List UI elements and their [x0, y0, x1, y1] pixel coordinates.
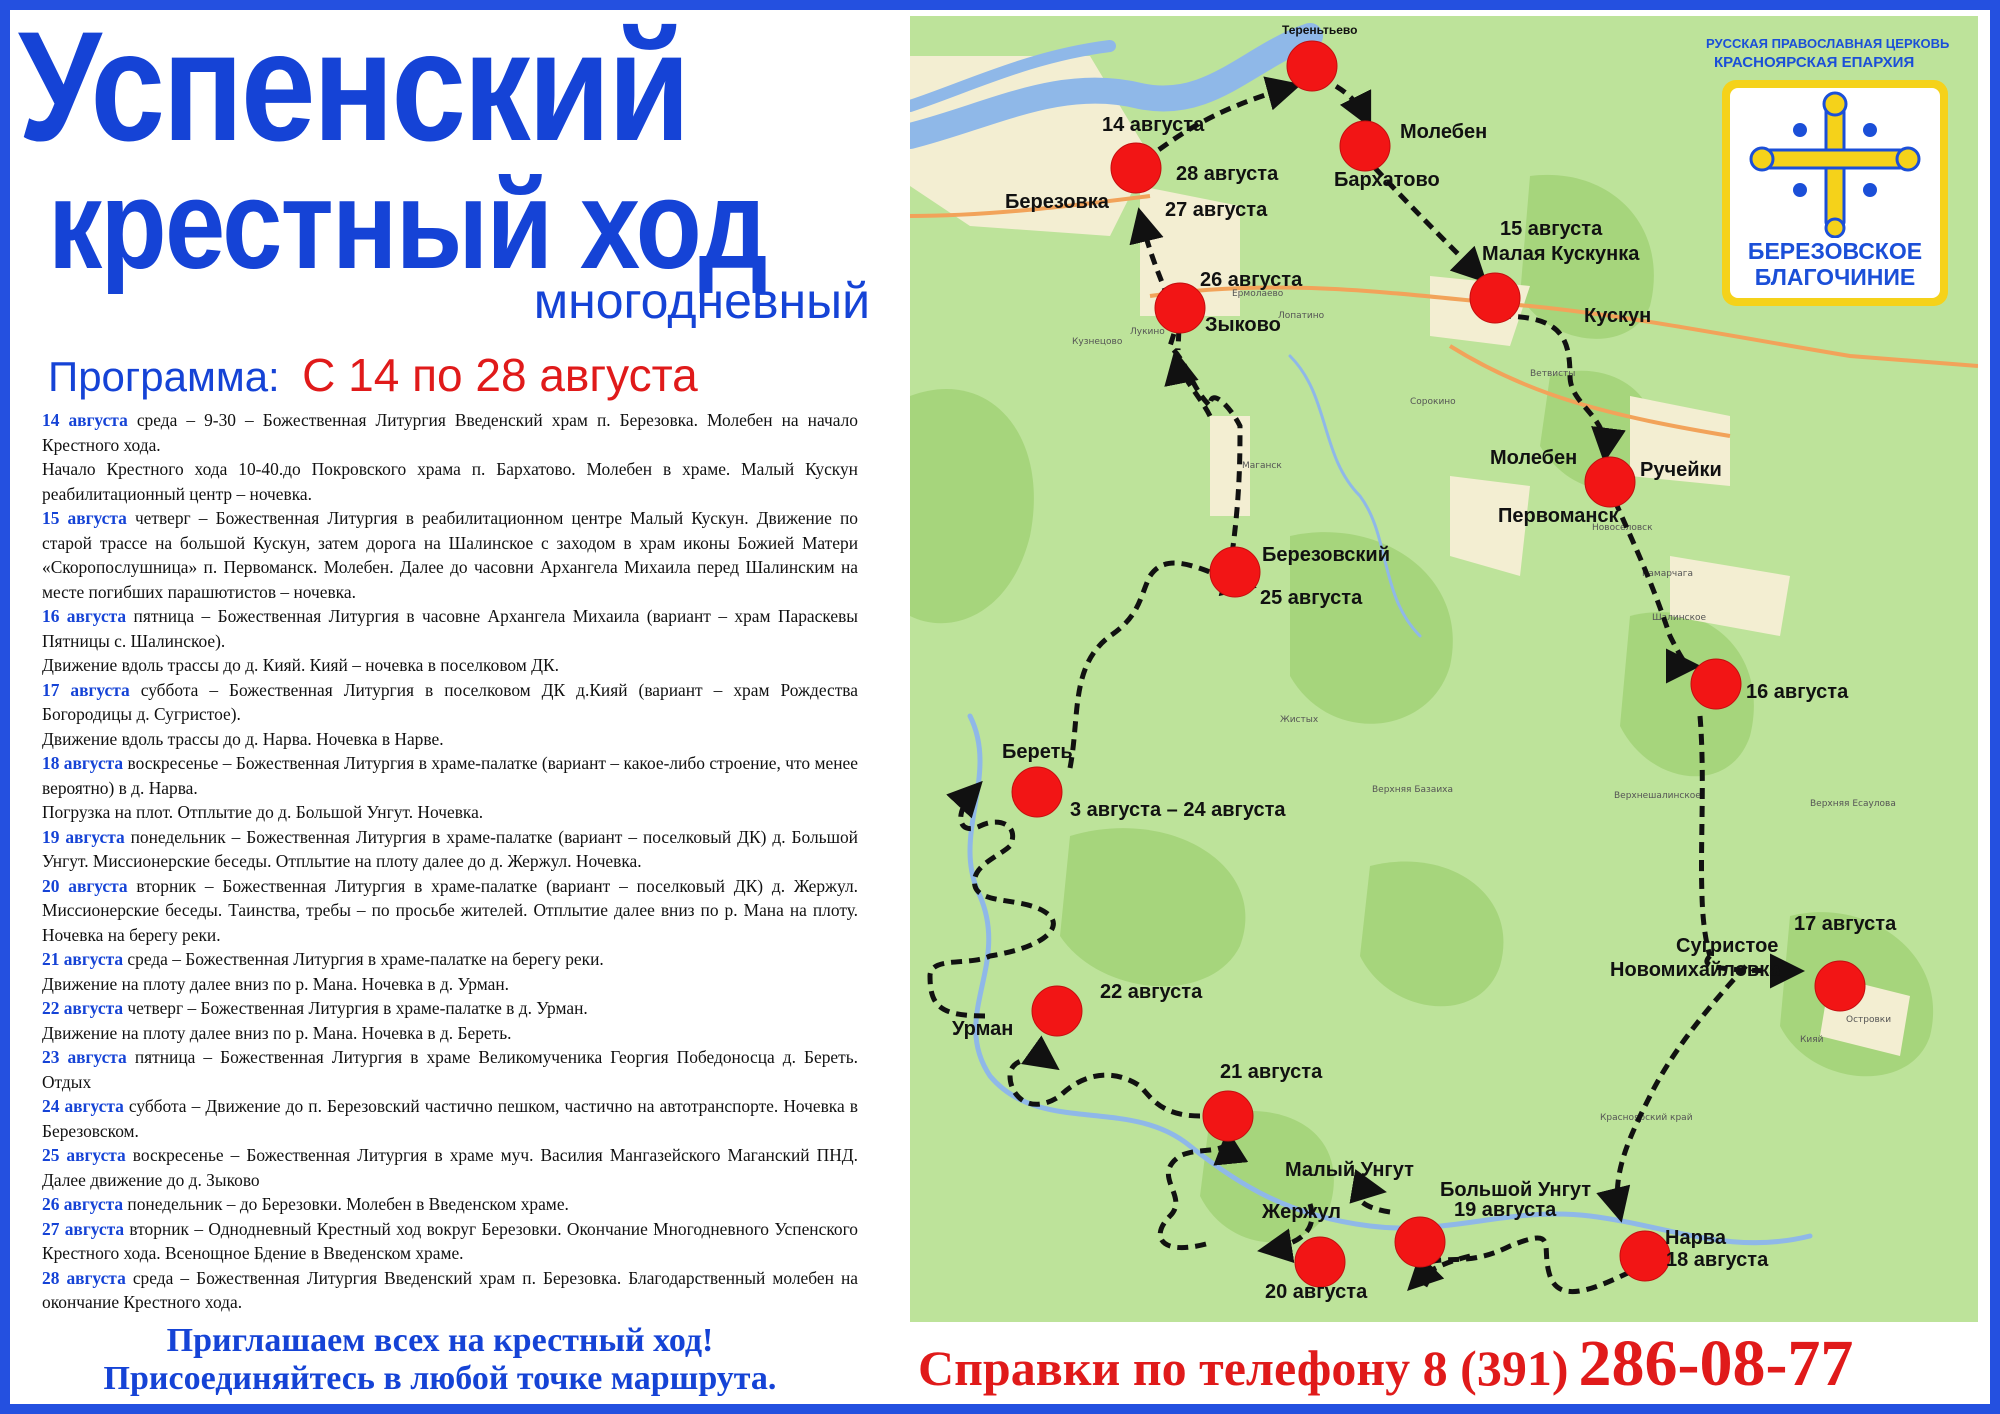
schedule-date: 23 августа: [42, 1047, 127, 1067]
schedule-entry: [42, 825, 858, 874]
schedule-text: вторник – Божественная Литургия в храме-палатке (вариант – поселковый ДК) д. Жержул. Миссионерские беседы. Таинства, требы – по просьбе жителей. Отплытие далее вниз по р. Мана на плоту. Ночевка на берегу реки.: [42, 875, 858, 945]
label-berezovka: Березовка: [1005, 191, 1109, 213]
stop-pervomansk: [1585, 457, 1635, 507]
minor-place-name: Кияй: [1800, 1035, 1824, 1045]
logo-name-line-2: БЛАГОЧИНИЕ: [1754, 264, 1916, 290]
label-pervomansk: Первоманск: [1498, 505, 1619, 527]
contact-text: Справки по телефону 8 (391): [918, 1340, 1569, 1396]
label-moleben-2: Молебен: [1490, 447, 1578, 469]
deanery-logo: [1722, 80, 1948, 306]
minor-place-name: Лопатино: [1278, 311, 1325, 321]
minor-place-name: Верхняя Есаулова: [1810, 799, 1896, 809]
minor-place-name: Шалинское: [1652, 613, 1707, 623]
minor-place-name: Островки: [1846, 1015, 1892, 1025]
label-aug19: 19 августа: [1454, 1199, 1557, 1221]
stop-zykovo: [1155, 283, 1205, 333]
schedule-entry: [42, 408, 858, 457]
label-urman: Урман: [952, 1018, 1014, 1040]
schedule-text: Начало Крестного хода 10-40.до Покровского храма п. Бархатово. Молебен в храме. Малый Кускун реабилитационный центр – ночевка.: [42, 459, 858, 504]
stop-aug16: [1691, 659, 1741, 709]
label-beret: Береть: [1002, 741, 1073, 763]
label-aug17: 17 августа: [1794, 913, 1897, 935]
schedule-text: среда – 9-30 – Божественная Литургия Введенский храм п. Березовка. Молебен на начало Крестного хода.: [42, 410, 858, 455]
stop-berezovka: [1111, 143, 1161, 193]
label-aug18: 18 августа: [1666, 1249, 1769, 1271]
schedule-text: среда – Божественная Литургия Введенский храм п. Березовка. Благодарственный молебен на окончание Крестного хода.: [42, 1267, 858, 1312]
schedule-entry: [42, 874, 858, 948]
stop-terentyevo: [1287, 41, 1337, 91]
logo-header-eparchy: КРАСНОЯРСКАЯ ЕПАРХИЯ: [1714, 54, 1915, 71]
schedule-text: четверг – Божественная Литургия в реабилитационном центре Малый Кускун. Движение по старой трассе на большой Кускун, затем дорога на Шалинское с заходом в храм иконы Божией Матери «Скоропослушница» п. Первоманск. Молебен. Далее до часовни Архангела Михаила перед Шалинским на месте погибших парашютистов – ночевка.: [42, 508, 859, 602]
schedule-text: понедельник – до Березовки. Молебен в Введенском храме.: [123, 1194, 569, 1214]
schedule-date: 24 августа: [42, 1096, 124, 1116]
minor-place-name: Ермолаево: [1232, 289, 1284, 299]
label-terentyevo: Тереньтьево: [1282, 23, 1358, 37]
stop-berezovsky: [1210, 547, 1260, 597]
minor-place-name: Камарчага: [1642, 569, 1693, 579]
schedule-date: 22 августа: [42, 998, 124, 1018]
schedule-date: 26 августа: [42, 1194, 124, 1214]
stop-beret: [1012, 767, 1062, 817]
minor-place-name: Жистых: [1280, 715, 1319, 725]
contact-phone-number: 286-08-77: [1578, 1327, 1854, 1400]
schedule-text: воскресенье – Божественная Литургия в храме муч. Василия Мангазейского Маганский ПНД. Далее движение до д. Зыково: [42, 1145, 858, 1190]
label-barkhatovo: Бархатово: [1334, 169, 1440, 191]
label-zykovo: Зыково: [1205, 314, 1281, 336]
schedule-entry: [42, 1021, 858, 1046]
schedule-text: Движение вдоль трассы до д. Нарва. Ночевка в Нарве.: [42, 728, 444, 749]
label-kuskun: Кускун: [1584, 305, 1652, 327]
schedule: [42, 408, 858, 1315]
schedule-entry: [42, 751, 858, 800]
stop-bolshoy-ungut: [1395, 1217, 1445, 1267]
invitation-line-1: Приглашаем всех на крестный ход!: [166, 1322, 714, 1359]
subtitle: многодневный: [533, 273, 870, 329]
label-novomikhailovka: Новомихайловка: [1610, 959, 1781, 981]
logo-header-church: РУССКАЯ ПРАВОСЛАВНАЯ ЦЕРКОВЬ: [1706, 36, 1950, 51]
label-sugristoe: Сугристое: [1676, 935, 1779, 957]
schedule-entry: [42, 604, 858, 653]
minor-place-name: Новоселовск: [1592, 523, 1653, 533]
schedule-text: Движение на плоту далее вниз по р. Мана. Ночевка в д. Урман.: [42, 973, 509, 994]
route-segment-novomikhailovka-narva: [1617, 966, 1746, 1216]
schedule-entry: [42, 1192, 858, 1217]
schedule-entry: [42, 506, 858, 604]
schedule-date: 18 августа: [42, 753, 124, 773]
contact-info: [918, 1326, 1853, 1402]
schedule-date: 28 августа: [42, 1267, 126, 1288]
schedule-entry: [42, 947, 858, 972]
label-berezovsky: Березовский: [1262, 544, 1391, 566]
schedule-text: суббота – Движение до п. Березовский частично пешком, частично на автотранспорте. Ночевка в Березовском.: [42, 1096, 858, 1141]
label-aug3-24: 3 августа – 24 августа: [1070, 799, 1286, 821]
label-bolshoy-ungut: Большой Унгут: [1440, 1179, 1592, 1201]
program-heading: [48, 348, 698, 402]
schedule-entry: [42, 1143, 858, 1192]
minor-place-name: Верхняя Базаиха: [1372, 785, 1454, 795]
minor-place-name: Сорокино: [1410, 397, 1456, 407]
schedule-entry: [42, 996, 858, 1021]
schedule-entry: [42, 727, 858, 752]
title-line-2: крестный ход: [48, 154, 766, 295]
program-label: Программа:: [48, 353, 280, 400]
schedule-entry: [42, 1217, 858, 1266]
schedule-date: 15 августа: [42, 508, 127, 528]
label-aug28: 28 августа: [1176, 163, 1279, 185]
schedule-date: 27 августа: [42, 1218, 125, 1239]
schedule-text: пятница – Божественная Литургия в храме Великомученика Георгия Победоносца д. Береть. Отдых: [42, 1047, 859, 1092]
forest-areas: [910, 175, 1933, 1242]
schedule-date: 20 августа: [42, 875, 128, 896]
invitation: [0, 1322, 880, 1398]
label-aug22: 22 августа: [1100, 981, 1203, 1003]
label-aug20: 20 августа: [1265, 1281, 1368, 1303]
minor-place-name: Маганск: [1242, 461, 1282, 471]
schedule-entry: [42, 678, 858, 727]
schedule-text: суббота – Божественная Литургия в поселковом ДК д.Кияй (вариант – храм Рождества Богородицы д. Сугристое).: [42, 679, 858, 724]
schedule-text: пятница – Божественная Литургия в часовне Архангела Михаила (вариант – храм Параскевы Пятницы с. Шалинское).: [42, 606, 858, 651]
schedule-date: 16 августа: [42, 606, 127, 626]
label-moleben-1: Молебен: [1400, 121, 1488, 143]
label-aug21: 21 августа: [1220, 1061, 1323, 1083]
logo-name-line-1: БЕРЕЗОВСКОЕ: [1747, 238, 1923, 264]
schedule-text: Движение вдоль трассы до д. Кияй. Кияй – ночевка в поселковом ДК.: [42, 655, 559, 675]
label-aug25: 25 августа: [1260, 587, 1363, 609]
schedule-text: Погрузка на плот. Отплытие до д. Большой Унгут. Ночевка.: [42, 802, 484, 822]
stop-zherzhul: [1295, 1237, 1345, 1287]
program-dates: С 14 по 28 августа: [302, 349, 698, 401]
schedule-text: понедельник – Божественная Литургия в храме-палатке (вариант – поселковый ДК) д. Большой Унгут. Миссионерские беседы. Отплытие на плоту далее до д. Жержул. Ночевка.: [42, 826, 858, 871]
minor-place-name: Кузнецово: [1072, 337, 1123, 347]
deanery-logo-inner: [1730, 88, 1940, 298]
label-aug14: 14 августа: [1102, 114, 1205, 136]
label-malaya-kuskunka: Малая Кускунка: [1482, 243, 1640, 265]
stop-aug21: [1203, 1091, 1253, 1141]
schedule-entry: [42, 653, 858, 678]
schedule-date: 25 августа: [42, 1145, 126, 1165]
schedule-text: вторник – Однодневный Крестный ход вокруг Березовки. Окончание Многодневного Успенского Крестного хода. Всенощное Бдение в Введенском храме.: [42, 1218, 858, 1263]
stop-malaya-kuskunka: [1470, 273, 1520, 323]
schedule-text: Движение на плоту далее вниз по р. Мана. Ночевка в д. Береть.: [42, 1022, 512, 1043]
schedule-date: 14 августа: [42, 410, 128, 430]
label-aug15: 15 августа: [1500, 218, 1603, 240]
schedule-entry: [42, 800, 858, 825]
schedule-text: воскресенье – Божественная Литургия в храме-палатке (вариант – какое-либо строение, что менее вероятно) в д. Нарва.: [42, 753, 858, 798]
label-zherzhul: Жержул: [1262, 1201, 1341, 1223]
label-maly-ungut: Малый Унгут: [1285, 1159, 1414, 1181]
label-aug27: 27 августа: [1165, 199, 1268, 221]
stop-novomikhailovka: [1815, 961, 1865, 1011]
route-segment-bolshoy-ungut-zherzhul: [1359, 1190, 1390, 1212]
minor-place-name: Лукино: [1130, 327, 1165, 337]
schedule-entry: [42, 1045, 858, 1094]
schedule-text: среда – Божественная Литургия в храме-палатке на берегу реки.: [123, 949, 604, 969]
stop-barkhatovo: [1340, 121, 1390, 171]
minor-place-name: Ветвисты: [1530, 369, 1576, 379]
stop-narva: [1620, 1231, 1670, 1281]
schedule-entry: [42, 972, 858, 997]
schedule-text: четверг – Божественная Литургия в храме-палатке в д. Урман.: [123, 998, 588, 1018]
label-aug16: 16 августа: [1746, 681, 1849, 703]
label-ruchejki: Ручейки: [1640, 459, 1722, 481]
label-aug26: 26 августа: [1200, 269, 1303, 291]
minor-place-name: Красноярский край: [1600, 1113, 1693, 1123]
schedule-date: 19 августа: [42, 826, 125, 847]
schedule-date: 17 августа: [42, 679, 130, 700]
invitation-line-2: Присоединяйтесь в любой точке маршрута.: [103, 1360, 777, 1397]
cross-icon: [1730, 88, 1940, 238]
minor-place-name: Верхнешалинское: [1614, 791, 1701, 801]
schedule-date: 21 августа: [42, 949, 124, 969]
schedule-entry: [42, 457, 858, 506]
title-line-1: Успенский: [18, 0, 688, 174]
route-segment-urman-beret: [930, 786, 1053, 1016]
schedule-entry: [42, 1266, 858, 1315]
label-narva: Нарва: [1665, 1227, 1726, 1249]
schedule-entry: [42, 1094, 858, 1143]
stop-urman: [1032, 986, 1082, 1036]
